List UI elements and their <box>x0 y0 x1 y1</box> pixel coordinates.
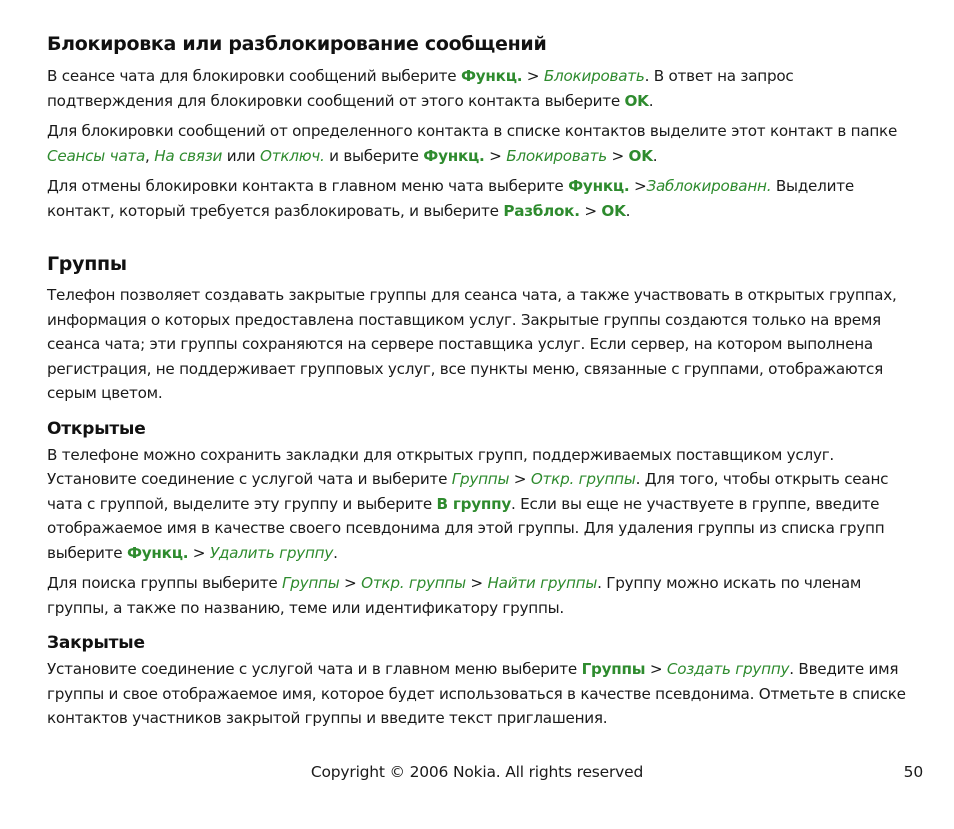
text: . Для того, чтобы открыть сеанс чата с группой, выделите эту группу и выберите <box>47 470 889 513</box>
separator: > <box>645 660 667 678</box>
menu-command-options: Функц. <box>460 67 523 85</box>
page-number: 50 <box>903 763 923 781</box>
subsection-title-open: Открытые <box>47 418 146 439</box>
text: . Введите имя группы и свое отображаемое имя, которое будет использоваться в качестве псевдонима. Отметьте в списке контактов участников закрытой группы и введите текст приглашения. <box>47 660 906 727</box>
text: или <box>222 146 261 165</box>
menu-option-public-groups: Откр. группы <box>530 470 636 488</box>
menu-option-groups: Группы <box>451 470 510 488</box>
separator: > <box>465 574 488 592</box>
menu-option-chat-sessions: Сеансы чата <box>47 146 146 165</box>
paragraph-open-1 <box>47 443 909 566</box>
subsection-title-closed: Закрытые <box>47 633 145 653</box>
menu-command-ok: OK <box>628 146 653 165</box>
separator: > <box>629 177 647 195</box>
paragraph-open-2 <box>47 571 909 620</box>
menu-command-join-group: В группу <box>436 494 511 513</box>
menu-option-delete-group: Удалить группу <box>209 543 334 562</box>
menu-option-create-group: Создать группу <box>666 660 790 678</box>
paragraph-block-2 <box>47 119 909 168</box>
separator: > <box>579 201 602 220</box>
text: . <box>333 543 338 562</box>
separator: > <box>188 543 210 562</box>
paragraph-groups-1: Телефон позволяет создавать закрытые группы для сеанса чата, а также участвовать в открытых группах, информация о которых предоставлена поставщиком услуг. Закрытые группы создаются только на время сеанса чата; эти группы сохраняются на сервере поставщика услуг. Если сервер, на котором выполнена регистрация, не поддерживает групповых услуг, все пункты меню, связанные с группами, отображаются серым цветом. <box>47 286 897 402</box>
menu-command-ok: OK <box>601 201 626 220</box>
separator: > <box>522 67 544 85</box>
text: . Если вы еще не участвуете в группе, введите отображаемое имя в качестве своего псевдонима для этой группы. Для удаления группы из списка групп выберите <box>47 494 885 562</box>
text: . Группу можно искать по членам группы, а также по названию, теме или идентификатору группы. <box>47 574 862 617</box>
text: . В ответ на запрос подтверждения для блокировки сообщений от этого контакта выберите <box>47 67 794 110</box>
menu-option-block: Блокировать <box>506 146 607 165</box>
menu-command-options: Функц. <box>126 543 189 562</box>
text: В сеансе чата для блокировки сообщений выберите <box>47 67 461 85</box>
menu-command-options: Функц. <box>423 146 485 165</box>
menu-command-options: Функц. <box>568 177 630 195</box>
copyright-notice: Copyright © 2006 Nokia. All rights reserved <box>310 763 644 781</box>
menu-option-blocked: Заблокированн. <box>646 177 772 195</box>
menu-option-public-groups: Откр. группы <box>361 574 466 592</box>
separator: > <box>484 146 507 165</box>
section-title-groups: Группы <box>47 253 127 275</box>
menu-command-groups: Группы <box>581 660 646 678</box>
text: Для блокировки сообщений от определенного контакта в списке контактов выделите этот контакт в папке <box>47 122 898 140</box>
menu-option-online: На связи <box>154 146 223 165</box>
text: Для отмены блокировки контакта в главном меню чата выберите <box>47 177 569 195</box>
menu-command-unblock: Разблок. <box>503 201 580 220</box>
section-title-blocking: Блокировка или разблокирование сообщений <box>47 33 547 55</box>
separator: > <box>509 470 531 488</box>
text: . <box>648 91 654 110</box>
separator: > <box>606 146 629 165</box>
text: В телефоне можно сохранить закладки для открытых групп, поддерживаемых поставщиком услуг. Установите соединение с услугой чата и выберите <box>47 445 835 488</box>
text: Для поиска группы выберите <box>47 574 283 592</box>
menu-option-groups: Группы <box>282 574 340 592</box>
separator: > <box>339 574 362 592</box>
text: Установите соединение с услугой чата и в главном меню выберите <box>47 660 582 678</box>
menu-option-block: Блокировать <box>543 67 645 85</box>
text: . <box>652 146 658 165</box>
text: . <box>625 201 631 220</box>
page-content <box>47 31 909 731</box>
text: и выберите <box>324 146 424 165</box>
text: , <box>145 146 155 165</box>
paragraph-block-3 <box>47 174 909 223</box>
text: Выделите контакт, который требуется разблокировать, и выберите <box>47 177 854 220</box>
menu-option-offline: Отключ. <box>260 146 325 165</box>
paragraph-block-1 <box>47 64 909 113</box>
menu-option-find-groups: Найти группы <box>487 574 598 592</box>
menu-command-ok: OK <box>624 91 649 110</box>
paragraph-closed-1 <box>47 657 909 731</box>
